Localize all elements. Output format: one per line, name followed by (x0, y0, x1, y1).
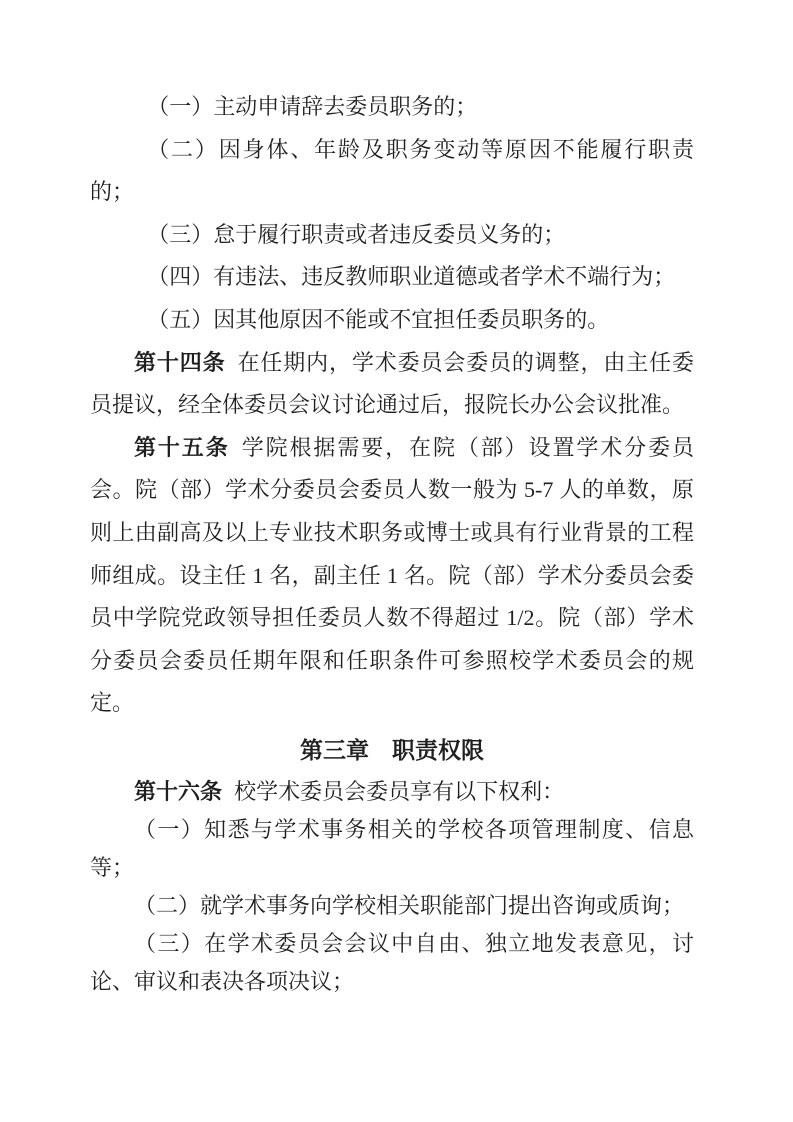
article-16-paragraph (90, 773, 694, 811)
article-14-paragraph (90, 342, 694, 427)
page-content (90, 86, 694, 1001)
article-16-label: 第十六条 (134, 778, 223, 804)
chapter-3-heading: 第三章 职责权限 (300, 737, 484, 763)
clause-item-5: （五）因其他原因不能或不宜担任委员职务的。 (147, 306, 610, 332)
right-item-3: （三）在学术委员会会议中自由、独立地发表意见，讨论、审议和表决各项决议； (90, 930, 694, 994)
article-14-text: 在任期内，学术委员会委员的调整，由主任委员提议，经全体委员会议讨论通过后，报院长办公会议批准。 (90, 349, 694, 418)
article-15-label: 第十五条 (134, 434, 230, 460)
article-14-label: 第十四条 (134, 349, 226, 375)
right-item-1: （一）知悉与学术事务相关的学校各项管理制度、信息等； (90, 816, 694, 880)
clause-item-4: （四）有违法、违反教师职业道德或者学术不端行为； (147, 264, 676, 290)
clause-item-2: （二）因身体、年龄及职务变动等原因不能履行职责的； (90, 136, 694, 205)
clause-item-1: （一）主动申请辞去委员职务的； (147, 94, 478, 119)
section-membership-adjustment (90, 86, 694, 725)
article-16-text: 校学术委员会委员享有以下权利： (234, 778, 565, 804)
article-15-text: 学院根据需要，在院（部）设置学术分委员会。院（部）学术分委员会委员人数一般为 5-7 人的单数，原则上由副高及以上专业技术职务或博士或具有行业背景的工程师组成。设主任 1 名，副主任 1 名。院（部）学术分委员会委员中学院党政领导担任委员人数不得超过 1/2。院（部）学术分委员会委员任期年限和任职条件可参照校学术委员会的规定。 (90, 434, 694, 716)
article-15-paragraph (90, 427, 694, 725)
clause-item-3: （三）怠于履行职责或者违反委员义务的； (147, 221, 566, 247)
right-item-2: （二）就学术事务向学校相关职能部门提出咨询或质询； (134, 892, 685, 918)
section-duties-powers (90, 729, 694, 1001)
